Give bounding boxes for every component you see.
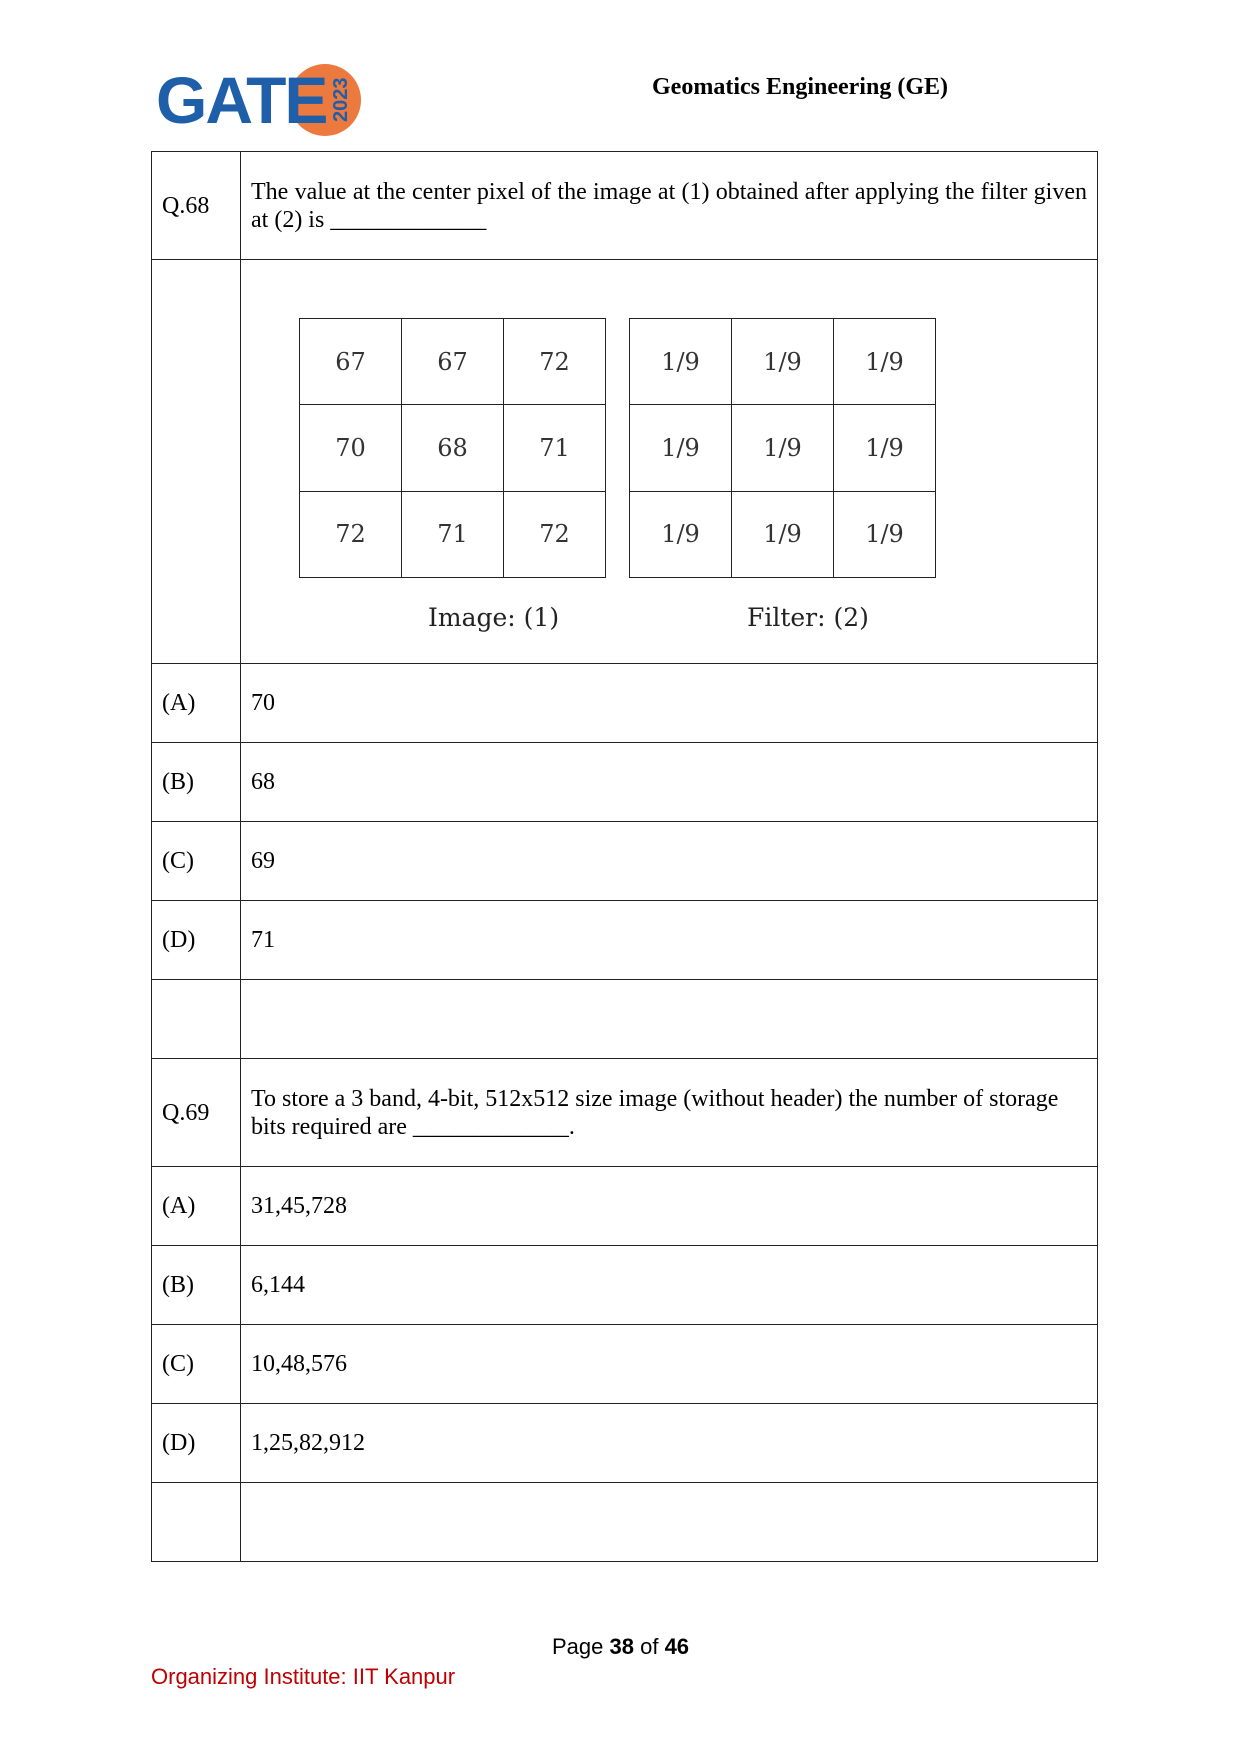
spacer-row xyxy=(152,980,1098,1059)
q69-number: Q.69 xyxy=(152,1059,241,1167)
page-prefix: Page xyxy=(551,1634,604,1659)
filter-cell: 1/9 xyxy=(630,319,732,405)
filter-grid-row xyxy=(630,319,936,405)
image-grid xyxy=(299,318,606,578)
option-text: 71 xyxy=(241,901,1098,980)
image-grid-row xyxy=(300,319,606,405)
filter-caption: Filter: (2) xyxy=(747,603,869,632)
page-total: 46 xyxy=(664,1634,690,1659)
q69-option-row xyxy=(152,1246,1098,1325)
page-of: of xyxy=(640,1634,659,1659)
image-grid-row xyxy=(300,405,606,491)
option-label: (A) xyxy=(152,664,241,743)
q68-option-row xyxy=(152,664,1098,743)
filter-cell: 1/9 xyxy=(630,405,732,491)
filter-cell: 1/9 xyxy=(630,491,732,577)
q68-figure-row xyxy=(152,260,1098,664)
filter-cell: 1/9 xyxy=(834,491,936,577)
image-cell: 71 xyxy=(402,491,504,577)
option-text: 31,45,728 xyxy=(241,1167,1098,1246)
image-cell: 72 xyxy=(504,491,606,577)
option-label: (B) xyxy=(152,1246,241,1325)
option-text: 70 xyxy=(241,664,1098,743)
option-label: (C) xyxy=(152,1325,241,1404)
q69-option-row xyxy=(152,1404,1098,1483)
option-text: 68 xyxy=(241,743,1098,822)
image-caption: Image: (1) xyxy=(428,603,560,632)
filter-cell: 1/9 xyxy=(834,405,936,491)
option-text: 1,25,82,912 xyxy=(241,1404,1098,1483)
q68-option-row xyxy=(152,822,1098,901)
image-cell: 68 xyxy=(402,405,504,491)
filter-grid xyxy=(629,318,936,578)
gate-logo xyxy=(156,60,366,140)
q69-option-row xyxy=(152,1325,1098,1404)
q68-text: The value at the center pixel of the image at (1) obtained after applying the filter given at (2) is _____________ xyxy=(241,152,1098,260)
q68-option-row xyxy=(152,743,1098,822)
option-text: 10,48,576 xyxy=(241,1325,1098,1404)
question-table xyxy=(151,151,1098,1562)
option-label: (B) xyxy=(152,743,241,822)
spacer-row xyxy=(152,1483,1098,1562)
paper-title: Geomatics Engineering (GE) xyxy=(652,74,948,100)
filter-cell: 1/9 xyxy=(732,491,834,577)
page-number xyxy=(0,1634,1241,1660)
image-grid-row xyxy=(300,491,606,577)
image-cell: 67 xyxy=(402,319,504,405)
q68-number: Q.68 xyxy=(152,152,241,260)
q69-option-row xyxy=(152,1167,1098,1246)
image-cell: 72 xyxy=(504,319,606,405)
image-cell: 70 xyxy=(300,405,402,491)
organizing-institute: Organizing Institute: IIT Kanpur xyxy=(151,1664,456,1689)
q68-figure xyxy=(241,260,1098,664)
filter-grid-row xyxy=(630,405,936,491)
filter-cell: 1/9 xyxy=(732,405,834,491)
logo-year: 2023 xyxy=(330,77,352,123)
option-label: (C) xyxy=(152,822,241,901)
q69-row xyxy=(152,1059,1098,1167)
filter-cell: 1/9 xyxy=(834,319,936,405)
image-cell: 71 xyxy=(504,405,606,491)
option-label: (A) xyxy=(152,1167,241,1246)
filter-grid-row xyxy=(630,491,936,577)
q68-option-row xyxy=(152,901,1098,980)
image-cell: 67 xyxy=(300,319,402,405)
image-cell: 72 xyxy=(300,491,402,577)
option-text: 6,144 xyxy=(241,1246,1098,1325)
option-text: 69 xyxy=(241,822,1098,901)
logo-text: GATE xyxy=(156,63,327,137)
q68-row xyxy=(152,152,1098,260)
q69-text: To store a 3 band, 4-bit, 512x512 size image (without header) the number of storage bits required are _____________. xyxy=(241,1059,1098,1167)
option-label: (D) xyxy=(152,1404,241,1483)
filter-cell: 1/9 xyxy=(732,319,834,405)
page-current: 38 xyxy=(609,1634,634,1659)
option-label: (D) xyxy=(152,901,241,980)
